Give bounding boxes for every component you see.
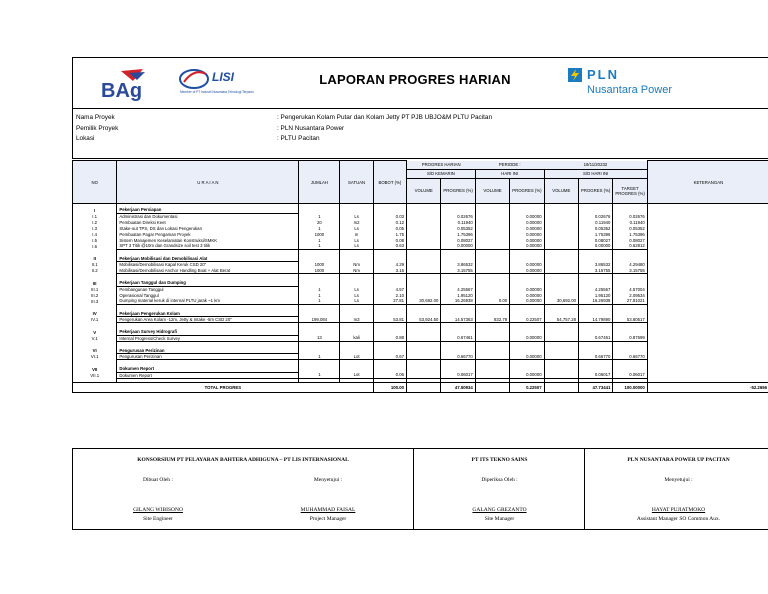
- section-title: Pekerjaan Persiapan: [117, 207, 299, 213]
- total-kemarin: 47.50934: [441, 382, 475, 392]
- item-bobot: 1.75: [373, 231, 406, 237]
- item-progres-sd: 0.08027: [579, 237, 613, 243]
- col-volume-hari-ini: VOLUME: [475, 178, 509, 203]
- item-jumlah: 1: [299, 243, 340, 249]
- item-progres-kemarin: 0.67461: [441, 335, 475, 341]
- total-target: 100.00000: [613, 382, 647, 392]
- item-progres-hari-ini: 0.00000: [510, 268, 544, 274]
- item-target: 3.15755: [613, 268, 647, 274]
- pln-logo: [567, 65, 687, 99]
- section-number: V: [73, 329, 117, 335]
- total-empty: [475, 382, 509, 392]
- section-title: Pekerjaan Tanggul dan Dumping: [117, 280, 299, 286]
- col-progres-kemarin: PROGRES (%): [441, 178, 475, 203]
- item-progres-sd: 1.95120: [579, 292, 613, 298]
- item-description: Stake-out TPS, DS dan Lokasi Pengerukan: [117, 225, 299, 231]
- item-description: Pembangunan Tanggul: [117, 286, 299, 292]
- item-number: I.5: [73, 237, 117, 243]
- item-volume-hari-ini: 0.00: [475, 298, 509, 304]
- signature-name: HAYAT PUJIATMOKO: [651, 507, 706, 513]
- signature-name: GALANG GREZANTO: [472, 507, 527, 513]
- item-progres-kemarin: 0.06017: [441, 372, 475, 378]
- project-info-values: [277, 113, 492, 145]
- item-satuan: Ls: [340, 243, 373, 249]
- item-jumlah: 1: [299, 225, 340, 231]
- item-progres-sd: 14.79890: [579, 317, 613, 323]
- item-bobot: 4.29: [373, 262, 406, 268]
- item-volume-kemarin: 53,924.50: [407, 317, 441, 323]
- item-satuan: Lot: [340, 354, 373, 360]
- item-progres-hari-ini: 0.00000: [510, 354, 544, 360]
- item-progres-kemarin: 1.95120: [441, 292, 475, 298]
- item-progres-hari-ini: 0.00000: [510, 237, 544, 243]
- total-empty: [407, 382, 441, 392]
- item-number: V.1: [73, 335, 117, 341]
- group-sd-kemarin: S/D KEMARIN: [407, 169, 476, 178]
- section-title: Dokumen Report: [117, 366, 299, 372]
- item-jumlah: 20: [299, 219, 340, 225]
- item-satuan: Lot: [340, 372, 373, 378]
- item-description: Mobilisasi/Demobilisasi Anchor Handling Boat + Alat Berat: [117, 268, 299, 274]
- item-progres-hari-ini: 0.00000: [510, 372, 544, 378]
- item-description: Pembuatan Direksi Keet: [117, 219, 299, 225]
- item-progres-hari-ini: 0.00000: [510, 335, 544, 341]
- progress-table-body: [73, 204, 768, 383]
- item-progres-kemarin: 0.08027: [441, 237, 475, 243]
- item-progres-hari-ini: 0.22507: [510, 317, 544, 323]
- signature-its: [413, 449, 585, 529]
- group-sd-hari-ini: S/D HARI INI: [544, 169, 647, 178]
- info-value-project: : Pengerukan Kolam Putar dan Kolam Jetty PT PJB UBJO&M PLTU Pacitan: [277, 114, 493, 121]
- item-bobot: 0.08: [373, 237, 406, 243]
- bag-logo-text: BAg: [101, 80, 143, 101]
- item-progres-kemarin: 0.66770: [441, 354, 475, 360]
- item-satuan: kali: [340, 335, 373, 341]
- item-number: III.1: [73, 286, 117, 292]
- item-volume-sd: 54,757.28: [544, 317, 578, 323]
- item-jumlah: 1: [299, 354, 340, 360]
- item-progres-hari-ini: 0.00000: [510, 292, 544, 298]
- signature-box: [72, 448, 768, 530]
- item-satuan: Ls: [340, 237, 373, 243]
- item-bobot: 0.06: [373, 372, 406, 378]
- signature-role: Site Manager: [484, 516, 515, 522]
- item-progres-kemarin: 16.26938: [441, 298, 475, 304]
- item-target: 53.80517: [613, 317, 647, 323]
- item-description: Pengurusan Perizinan: [117, 354, 299, 360]
- item-satuan: Ls: [340, 213, 373, 219]
- col-bobot: BOBOT (%): [373, 161, 406, 204]
- item-bobot: 2.10: [373, 292, 406, 298]
- signature-name: GILANG WIBISONO: [133, 507, 183, 513]
- item-jumlah: 1: [299, 237, 340, 243]
- item-progres-sd: 3.86532: [579, 262, 613, 268]
- item-progres-kemarin: 1.75396: [441, 231, 475, 237]
- section-title: Pekerjaan Mobilisasi dan Demobilisasi Alat: [117, 256, 299, 262]
- item-satuan: m3: [340, 317, 373, 323]
- item-description: Mobilisasi/Demobilisasi Kapal Keruk CSD 20": [117, 262, 299, 268]
- item-bobot: 0.05: [373, 225, 406, 231]
- info-label-location: Lokasi: [76, 135, 95, 142]
- item-target: 0.05352: [613, 225, 647, 231]
- item-jumlah: 1: [299, 292, 340, 298]
- item-progres-sd: 0.05352: [579, 225, 613, 231]
- item-target: 4.29480: [613, 262, 647, 268]
- lisi-tagline: Member of PT Industri Nusantara Teknologi Terpadu: [180, 90, 254, 94]
- item-progres-kemarin: 3.86532: [441, 262, 475, 268]
- item-progres-hari-ini: 0.00000: [510, 286, 544, 292]
- item-bobot: 27.81: [373, 298, 406, 304]
- page-title: LAPORAN PROGRES HARIAN: [319, 72, 511, 87]
- item-progres-hari-ini: 0.00000: [510, 219, 544, 225]
- info-value-owner: : PLN Nusantara Power: [277, 124, 345, 132]
- item-target: 0.11940: [613, 219, 647, 225]
- item-satuan: Nm: [340, 262, 373, 268]
- item-jumlah: 1: [299, 298, 340, 304]
- item-bobot: 53.81: [373, 317, 406, 323]
- signature-role: Project Manager: [309, 516, 347, 522]
- col-volume-kemarin: VOLUME: [407, 178, 441, 203]
- signature-title: PLN NUSANTARA POWER UP PACITAN: [627, 457, 730, 463]
- group-hari-ini: HARI INI: [475, 169, 544, 178]
- item-description: Operasional Tanggul: [117, 292, 299, 298]
- item-bobot: 3.16: [373, 268, 406, 274]
- item-jumlah: 13: [299, 335, 340, 341]
- section-number: IV: [73, 311, 117, 317]
- section-number: II: [73, 256, 117, 262]
- col-satuan: SATUAN: [340, 161, 373, 204]
- signature-role: Site Engineer: [143, 516, 173, 522]
- col-keterangan: KETERANGAN: [647, 161, 768, 204]
- item-progres-sd: 4.25567: [579, 286, 613, 292]
- item-jumlah: 1000: [299, 268, 340, 274]
- item-progres-sd: 0.11940: [579, 219, 613, 225]
- item-target: 0.08027: [613, 237, 647, 243]
- periode-label: PERIODE :: [475, 161, 544, 170]
- item-description: Dokumen Report: [117, 372, 299, 378]
- item-description: Dumping material keruk di internal PLTU jarak ~1 km: [117, 298, 299, 304]
- item-progres-kemarin: 0.11940: [441, 219, 475, 225]
- col-progres-hari-ini: PROGRES (%): [510, 178, 544, 203]
- item-progres-hari-ini: 0.00000: [510, 298, 544, 304]
- signature-sub: Dibuat Oleh :: [143, 477, 173, 483]
- item-target: 0.87699: [613, 335, 647, 341]
- section-number: III: [73, 280, 117, 286]
- col-jumlah: JUMLAH: [299, 161, 340, 204]
- pln-logo-sub: Nusantara Power: [587, 84, 672, 96]
- section-number: I: [73, 207, 117, 213]
- item-satuan: Ls: [340, 225, 373, 231]
- item-progres-sd: 0.67461: [579, 335, 613, 341]
- progress-table: [72, 160, 768, 393]
- item-target: 2.09534: [613, 292, 647, 298]
- item-jumlah: 1000: [299, 231, 340, 237]
- info-value-location: : PLTU Pacitan: [277, 135, 320, 142]
- item-jumlah: 1: [299, 213, 340, 219]
- item-bobot: 0.67: [373, 354, 406, 360]
- item-progres-hari-ini: 0.00000: [510, 225, 544, 231]
- item-description: Pengerukan Area Kolam -12m, Jetty & Intake -5m CSD 20": [117, 317, 299, 323]
- lisi-logo: [178, 66, 278, 96]
- item-progres-kemarin: 0.02676: [441, 213, 475, 219]
- item-target: 0.66770: [613, 354, 647, 360]
- total-sd: 47.73441: [579, 382, 613, 392]
- item-target: 0.06017: [613, 372, 647, 378]
- item-number: I.1: [73, 213, 117, 219]
- item-bobot: 0.03: [373, 213, 406, 219]
- item-bobot: 0.12: [373, 219, 406, 225]
- item-progres-kemarin: 4.25567: [441, 286, 475, 292]
- signature-sub: Menyetujui :: [664, 477, 693, 483]
- item-progres-sd: 1.75396: [579, 231, 613, 237]
- col-no: NO: [73, 161, 117, 204]
- item-description: Sistem Manajemen Keselamatan Konstruksi/SMKK: [117, 237, 299, 243]
- item-progres-kemarin: 3.15755: [441, 268, 475, 274]
- item-satuan: Nm: [340, 268, 373, 274]
- item-description: Pembuatan Pagar Pengaman Proyek: [117, 231, 299, 237]
- item-bobot: 0.88: [373, 335, 406, 341]
- item-jumlah: 1: [299, 286, 340, 292]
- item-bobot: 0.63: [373, 243, 406, 249]
- progres-harian-label: PROGRES HARIAN: [407, 161, 476, 170]
- signature-role: Assistant Manager SO Common Aux.: [636, 516, 721, 522]
- item-progres-kemarin: 0.05352: [441, 225, 475, 231]
- signature-pln: [584, 449, 768, 529]
- item-satuan: m2: [340, 219, 373, 225]
- item-target: 1.75396: [613, 231, 647, 237]
- pln-logo-text: PLN: [587, 67, 619, 82]
- section-number: VI: [73, 348, 117, 354]
- item-number: II.1: [73, 262, 117, 268]
- item-number: VII.1: [73, 372, 117, 378]
- item-progres-sd: 0.00000: [579, 243, 613, 249]
- item-progres-hari-ini: 0.00000: [510, 262, 544, 268]
- item-target: 27.81021: [613, 298, 647, 304]
- item-number: I.3: [73, 225, 117, 231]
- signature-name: MUHAMMAD FAISAL: [300, 507, 356, 513]
- info-label-project: Nama Proyek: [76, 114, 115, 121]
- signature-sub: Menyetujui :: [313, 477, 343, 483]
- item-description: Internal Progress/Check Survey: [117, 335, 299, 341]
- signature-title: PT ITS TEKNO SAINS: [471, 457, 528, 463]
- item-satuan: Ls: [340, 298, 373, 304]
- item-satuan: Ls: [340, 286, 373, 292]
- item-description: SPT 3 Titik @10m dan Grandsize soil test 3 titik: [117, 243, 299, 249]
- periode-date: 19/11/20232: [544, 161, 647, 170]
- col-progres-sd: PROGRES (%): [579, 178, 613, 203]
- item-description: Administrasi dan Dokumentasi: [117, 213, 299, 219]
- item-progres-hari-ini: 0.00000: [510, 231, 544, 237]
- item-progres-sd: 0.06017: [579, 372, 613, 378]
- project-info-labels: [76, 113, 118, 145]
- bag-logo: [99, 67, 163, 101]
- item-jumlah: 1: [299, 372, 340, 378]
- section-title: Pekerjaan Survey Hidrografi: [117, 329, 299, 335]
- item-progres-sd: 0.66770: [579, 354, 613, 360]
- signature-sub: Diperiksa Oleh :: [481, 477, 518, 483]
- item-bobot: 4.57: [373, 286, 406, 292]
- item-target: 0.62812: [613, 243, 647, 249]
- item-number: IV.1: [73, 317, 117, 323]
- item-volume-kemarin: 30,692.00: [407, 298, 441, 304]
- col-uraian: U R A I A N: [117, 161, 299, 204]
- section-title: Pekerjaan Pengerukan Kolam: [117, 311, 299, 317]
- total-bobot: 100.00: [373, 382, 406, 392]
- total-empty: [544, 382, 578, 392]
- item-progres-sd: 0.02676: [579, 213, 613, 219]
- item-progres-kemarin: 14.57363: [441, 317, 475, 323]
- lisi-logo-text: LISI: [212, 70, 235, 84]
- item-target: 0.02676: [613, 213, 647, 219]
- item-progres-hari-ini: 0.00000: [510, 213, 544, 219]
- item-number: I.4: [73, 231, 117, 237]
- item-number: I.2: [73, 219, 117, 225]
- section-title: Pengurusan Perizinan: [117, 348, 299, 354]
- item-satuan: m: [340, 231, 373, 237]
- info-label-owner: Pemilik Proyek: [76, 124, 119, 132]
- item-jumlah: 1000: [299, 262, 340, 268]
- item-number: I.6: [73, 243, 117, 249]
- item-jumlah: 199,084: [299, 317, 340, 323]
- item-number: III.3: [73, 298, 117, 304]
- signature-consortium: [73, 449, 413, 529]
- item-number: III.2: [73, 292, 117, 298]
- item-number: II.2: [73, 268, 117, 274]
- total-keterangan: -52.2656: [647, 382, 768, 392]
- item-volume-sd: 30,692.00: [544, 298, 578, 304]
- col-target: TARGET PROGRES (%): [613, 178, 647, 203]
- item-satuan: Ls: [340, 292, 373, 298]
- col-volume-sd: VOLUME: [544, 178, 578, 203]
- item-progres-sd: 3.15755: [579, 268, 613, 274]
- item-target: 4.57004: [613, 286, 647, 292]
- signature-title: KONSORSIUM PT PELAYARAN BAHTERA ADHIGUNA – PT LIS INTERNASIONAL: [137, 457, 349, 463]
- item-volume-hari-ini: 832.78: [475, 317, 509, 323]
- section-number: VII: [73, 366, 117, 372]
- total-label: TOTAL PROGRES: [73, 382, 374, 392]
- item-number: VI.1: [73, 354, 117, 360]
- item-progres-kemarin: 0.00000: [441, 243, 475, 249]
- total-hari-ini: 0.22507: [510, 382, 544, 392]
- item-progres-sd: 16.26938: [579, 298, 613, 304]
- item-progres-hari-ini: 0.00000: [510, 243, 544, 249]
